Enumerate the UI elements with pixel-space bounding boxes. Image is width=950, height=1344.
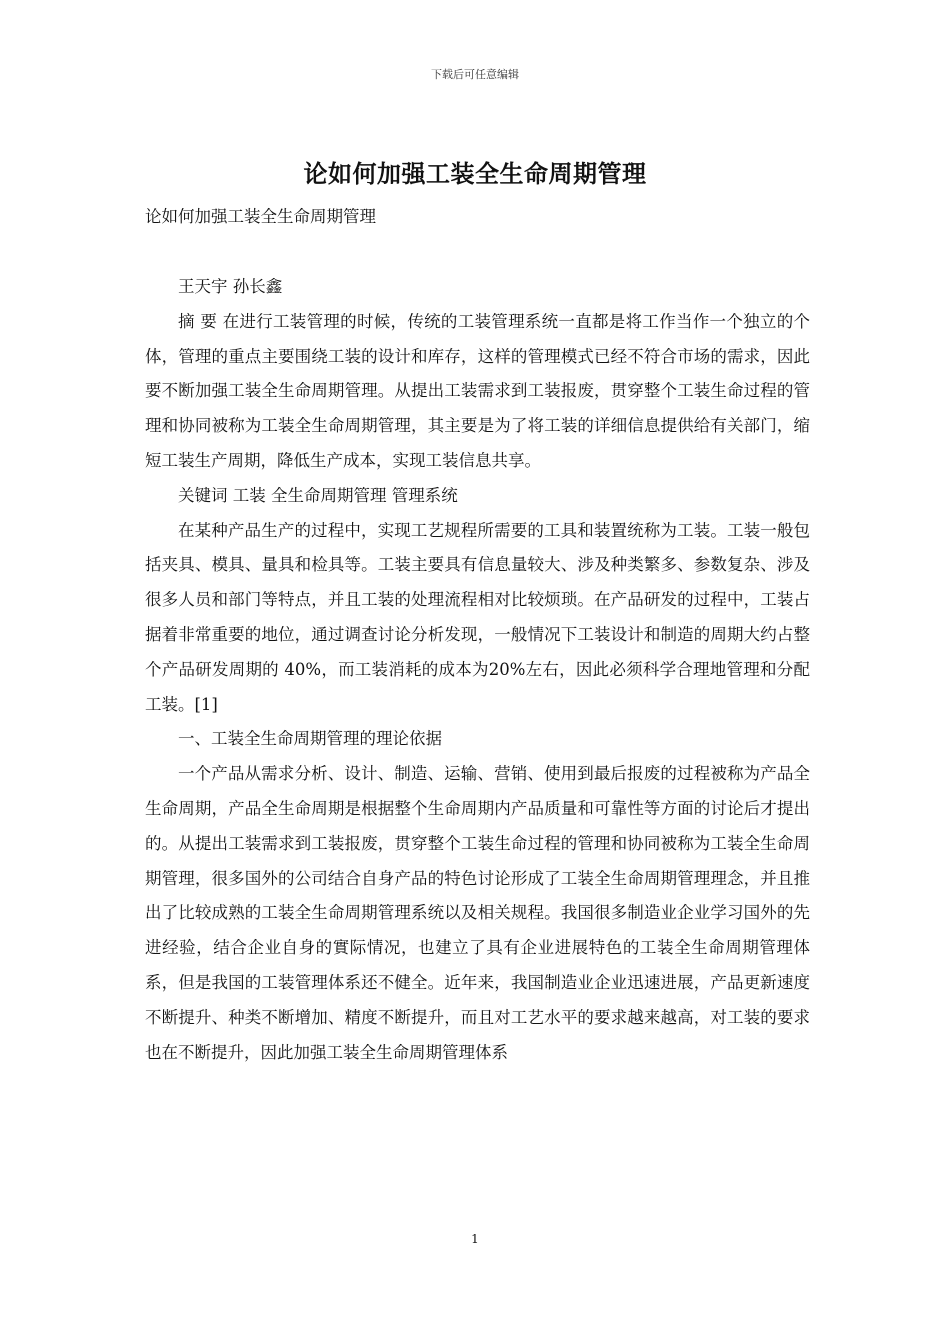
page-number: 1 — [471, 1232, 479, 1246]
abstract-paragraph: 摘 要 在进行工装管理的时候，传统的工装管理系统一直都是将工作当作一个独立的个体，管理的重点主要围绕工装的设计和库存，这样的管理模式已经不符合市场的需求，因此要不断加强工装全生命周期管理。从提出工装需求到工装报废，贯穿整个工装生命过程的管理和协同被称为工装全生命周期管理，其主要是为了将工装的详细信息提供给有关部门，缩短工装生产周期，降低生产成本，实现工装信息共享。 — [145, 311, 810, 470]
authors-line: 王天宇 孙长鑫 — [178, 277, 283, 296]
document-title: 论如何加强工装全生命周期管理 — [303, 159, 647, 188]
page-header-note: 下载后可任意编辑 — [431, 68, 519, 81]
document-body — [145, 270, 810, 1070]
section-heading: 一、工装全生命周期管理的理论依据 — [178, 729, 442, 749]
keywords-line: 关键词 工装 全生命周期管理 管理系统 — [178, 485, 458, 505]
body-paragraph: 一个产品从需求分析、设计、制造、运输、营销、使用到最后报废的过程被称为产品全生命周期，产品全生命周期是根据整个生命周期内产品质量和可靠性等方面的讨论后才提出的。从提出工装需求到工装报废，贯穿整个工装生命过程的管理和协同被称为工装全生命周期管理，很多国外的公司结合自身产品的特色讨论形成了工装全生命周期管理理念，并且推出了比较成熟的工装全生命周期管理系统以及相关规程。我国很多制造业企业学习国外的先进经验，结合企业自身的實际情况，也建立了具有企业进展特色的工装全生命周期管理体系，但是我国的工装管理体系还不健全。近年来，我国制造业企业迅速进展，产品更新速度不断提升、种类不断增加、精度不断提升，而且对工艺水平的要求越来越高，对工装的要求也在不断提升，因此加强工装全生命周期管理体系 — [145, 764, 810, 1062]
document-subtitle: 论如何加强工装全生命周期管理 — [145, 207, 376, 226]
body-paragraph: 在某种产品生产的过程中，实现工艺规程所需要的工具和装置统称为工装。工装一般包括夹具、模具、量具和检具等。工装主要具有信息量较大、涉及种类繁多、参数复杂、涉及很多人员和部门等特点，并且工装的处理流程相对比较烦琐。在产品研发的过程中，工装占据着非常重要的地位，通过调查讨论分析发现，一般情况下工装设计和制造的周期大约占整个产品研发周期的 40%，而工装消耗的成本为20%左右，因此必须科学合理地管理和分配工装。[1] — [145, 520, 810, 714]
